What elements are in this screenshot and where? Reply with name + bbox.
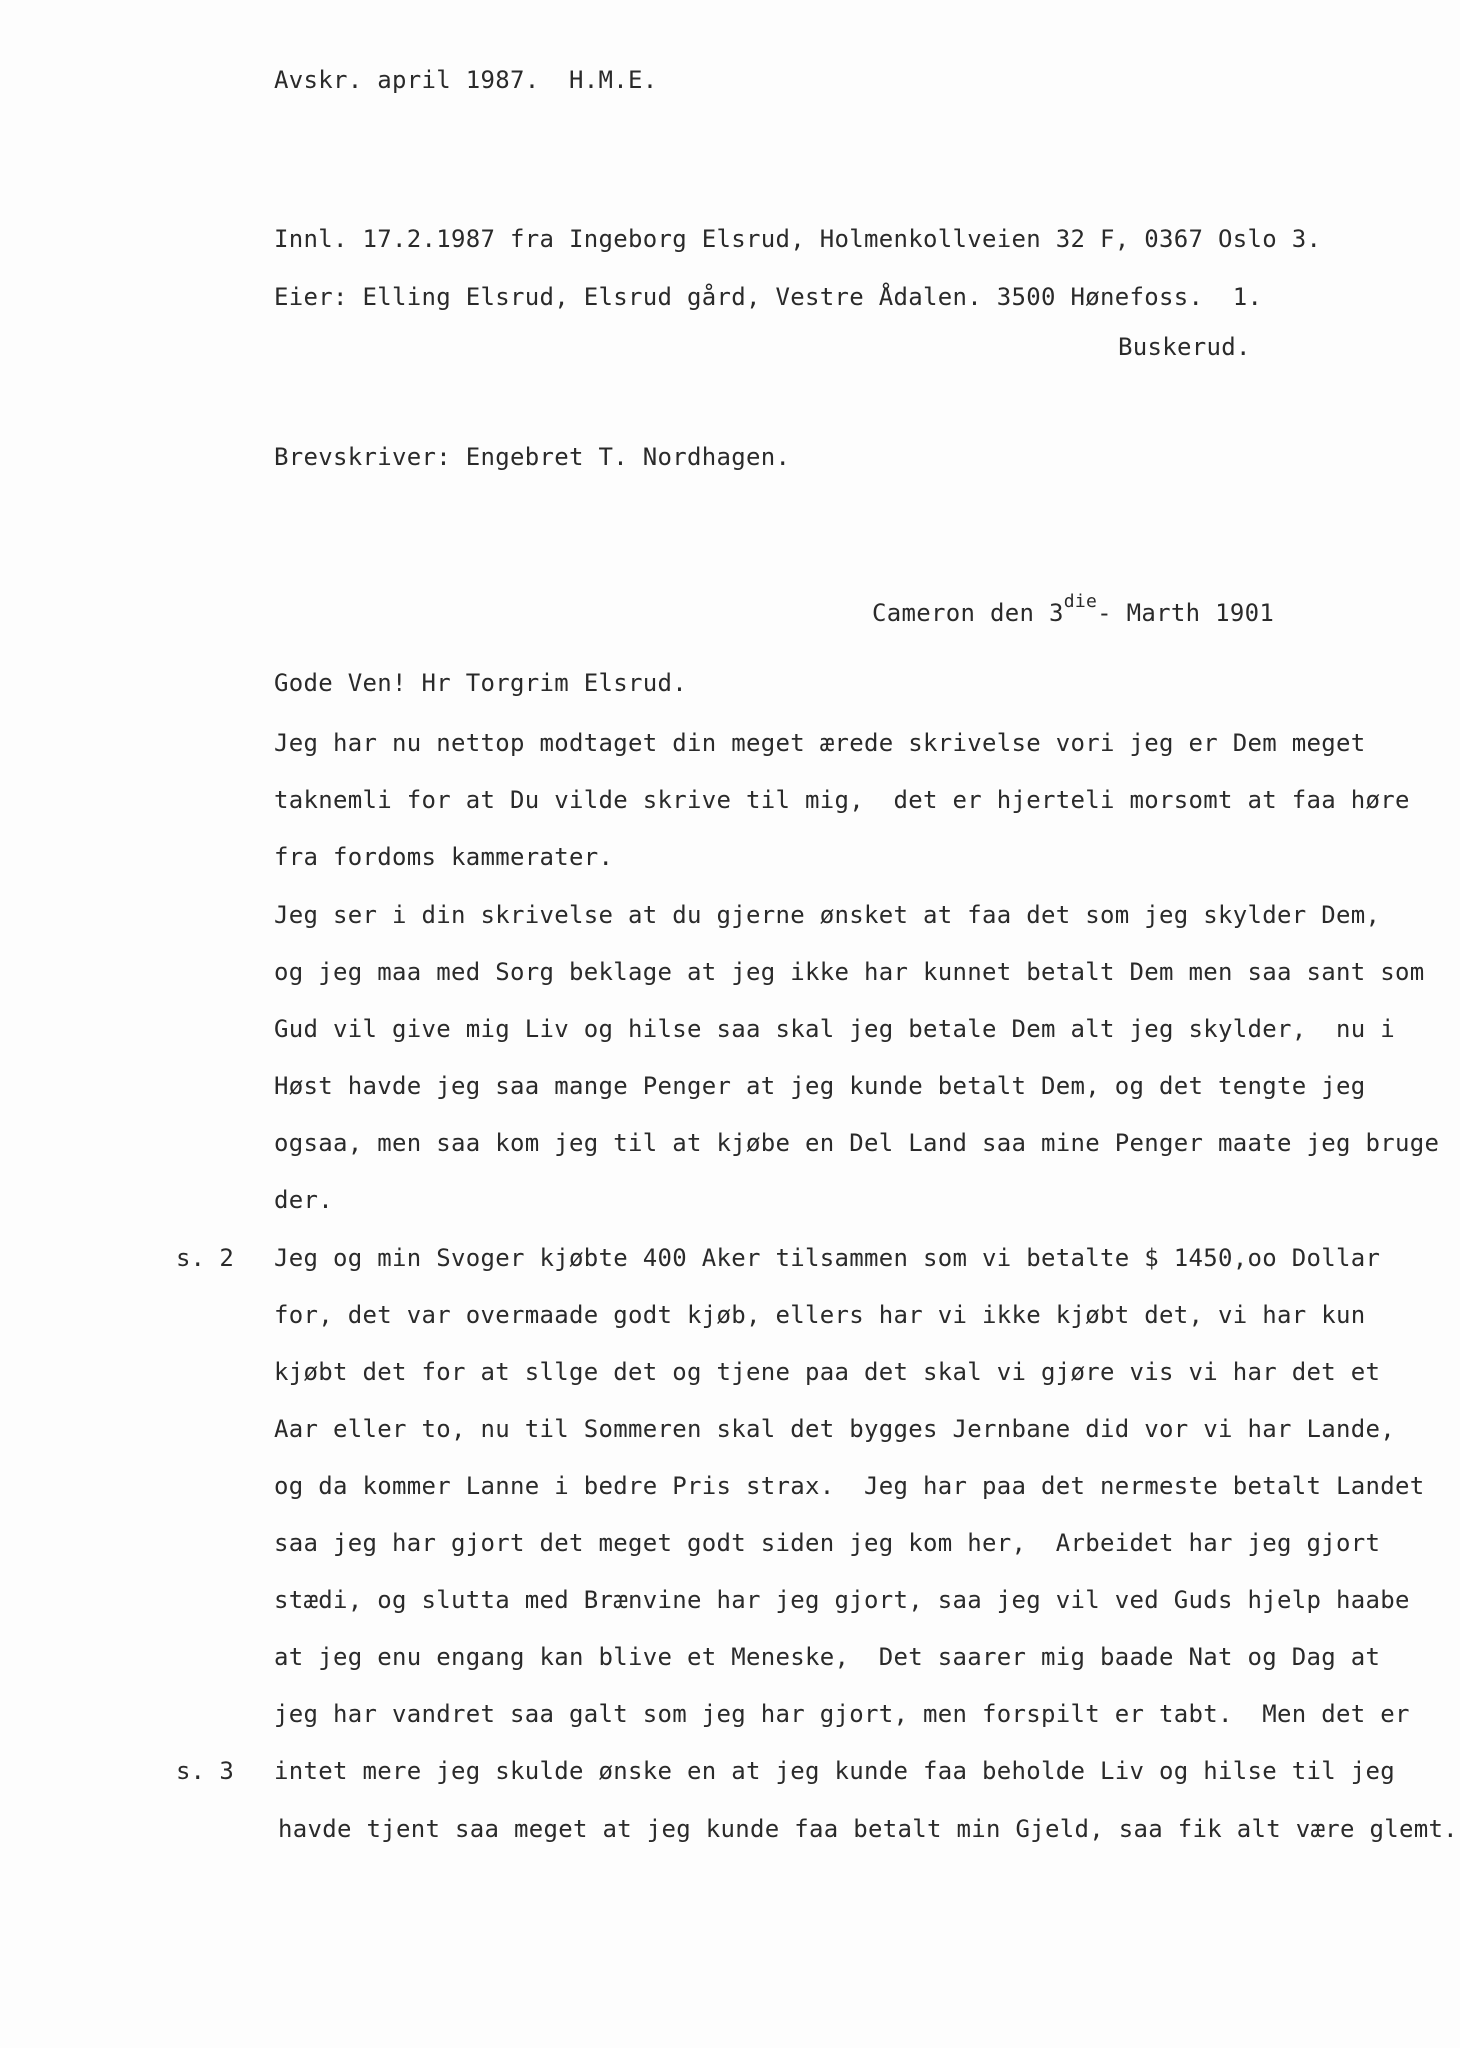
body-line: stædi, og slutta med Brænvine har jeg gjort, saa jeg vil ved Guds hjelp haabe (274, 1586, 1410, 1614)
body-line: der. (274, 1186, 333, 1214)
margin-note-page-3: s. 3 (176, 1757, 234, 1785)
owner-county: Buskerud. (1118, 333, 1251, 361)
body-line: ogsaa, men saa kom jeg til at kjøbe en Del Land saa mine Penger maate jeg bruge (274, 1129, 1440, 1157)
transcription-note: Avskr. april 1987. H.M.E. (274, 66, 658, 94)
dateline-ordinal-suffix: die (1063, 591, 1098, 612)
body-line: for, det var overmaade godt kjøb, ellers har vi ikke kjøbt det, vi har kun (274, 1301, 1366, 1329)
body-line: Aar eller to, nu til Sommeren skal det bygges Jernbane did vor vi har Lande, (274, 1415, 1395, 1443)
body-line: saa jeg har gjort det meget godt siden jeg kom her, Arbeidet har jeg gjort (274, 1529, 1381, 1557)
body-line: taknemli for at Du vilde skrive til mig, det er hjerteli morsomt at faa høre (274, 786, 1410, 814)
dateline-month-year: Marth 1901 (1111, 599, 1275, 627)
dateline-place: Cameron den 3 (872, 599, 1064, 627)
body-line: Jeg og min Svoger kjøbte 400 Aker tilsammen som vi betalte $ 1450,oo Dollar (274, 1244, 1381, 1272)
owner-line: Eier: Elling Elsrud, Elsrud gård, Vestre Ådalen. 3500 Hønefoss. 1. (274, 283, 1263, 311)
body-line: Høst havde jeg saa mange Penger at jeg kunde betalt Dem, og det tengte jeg (274, 1072, 1366, 1100)
body-line: og da kommer Lanne i bedre Pris strax. Jeg har paa det nermeste betalt Landet (274, 1472, 1425, 1500)
margin-note-page-2: s. 2 (176, 1244, 234, 1272)
dateline-dash: - (1097, 599, 1112, 627)
body-line: havde tjent saa meget at jeg kunde faa betalt min Gjeld, saa fik alt være glemt. (278, 1815, 1458, 1843)
letter-writer-line: Brevskriver: Engebret T. Nordhagen. (274, 443, 791, 471)
body-line: fra fordoms kammerater. (274, 843, 614, 871)
body-line: intet mere jeg skulde ønske en at jeg kunde faa beholde Liv og hilse til jeg (274, 1757, 1395, 1785)
body-line: Gud vil give mig Liv og hilse saa skal jeg betale Dem alt jeg skylder, nu i (274, 1015, 1395, 1043)
dateline (872, 591, 1275, 631)
salutation: Gode Ven! Hr Torgrim Elsrud. (274, 669, 687, 697)
body-line: Jeg har nu nettop modtaget din meget ærede skrivelse vori jeg er Dem meget (274, 729, 1366, 757)
body-line: jeg har vandret saa galt som jeg har gjort, men forspilt er tabt. Men det er (274, 1700, 1410, 1728)
body-line: og jeg maa med Sorg beklage at jeg ikke har kunnet betalt Dem men saa sant som (274, 958, 1425, 986)
body-line: Jeg ser i din skrivelse at du gjerne ønsket at faa det som jeg skylder Dem, (274, 901, 1381, 929)
body-line: at jeg enu engang kan blive et Meneske, Det saarer mig baade Nat og Dag at (274, 1643, 1381, 1671)
body-line: kjøbt det for at sllge det og tjene paa det skal vi gjøre vis vi har det et (274, 1358, 1381, 1386)
received-line: Innl. 17.2.1987 fra Ingeborg Elsrud, Holmenkollveien 32 F, 0367 Oslo 3. (274, 225, 1322, 253)
